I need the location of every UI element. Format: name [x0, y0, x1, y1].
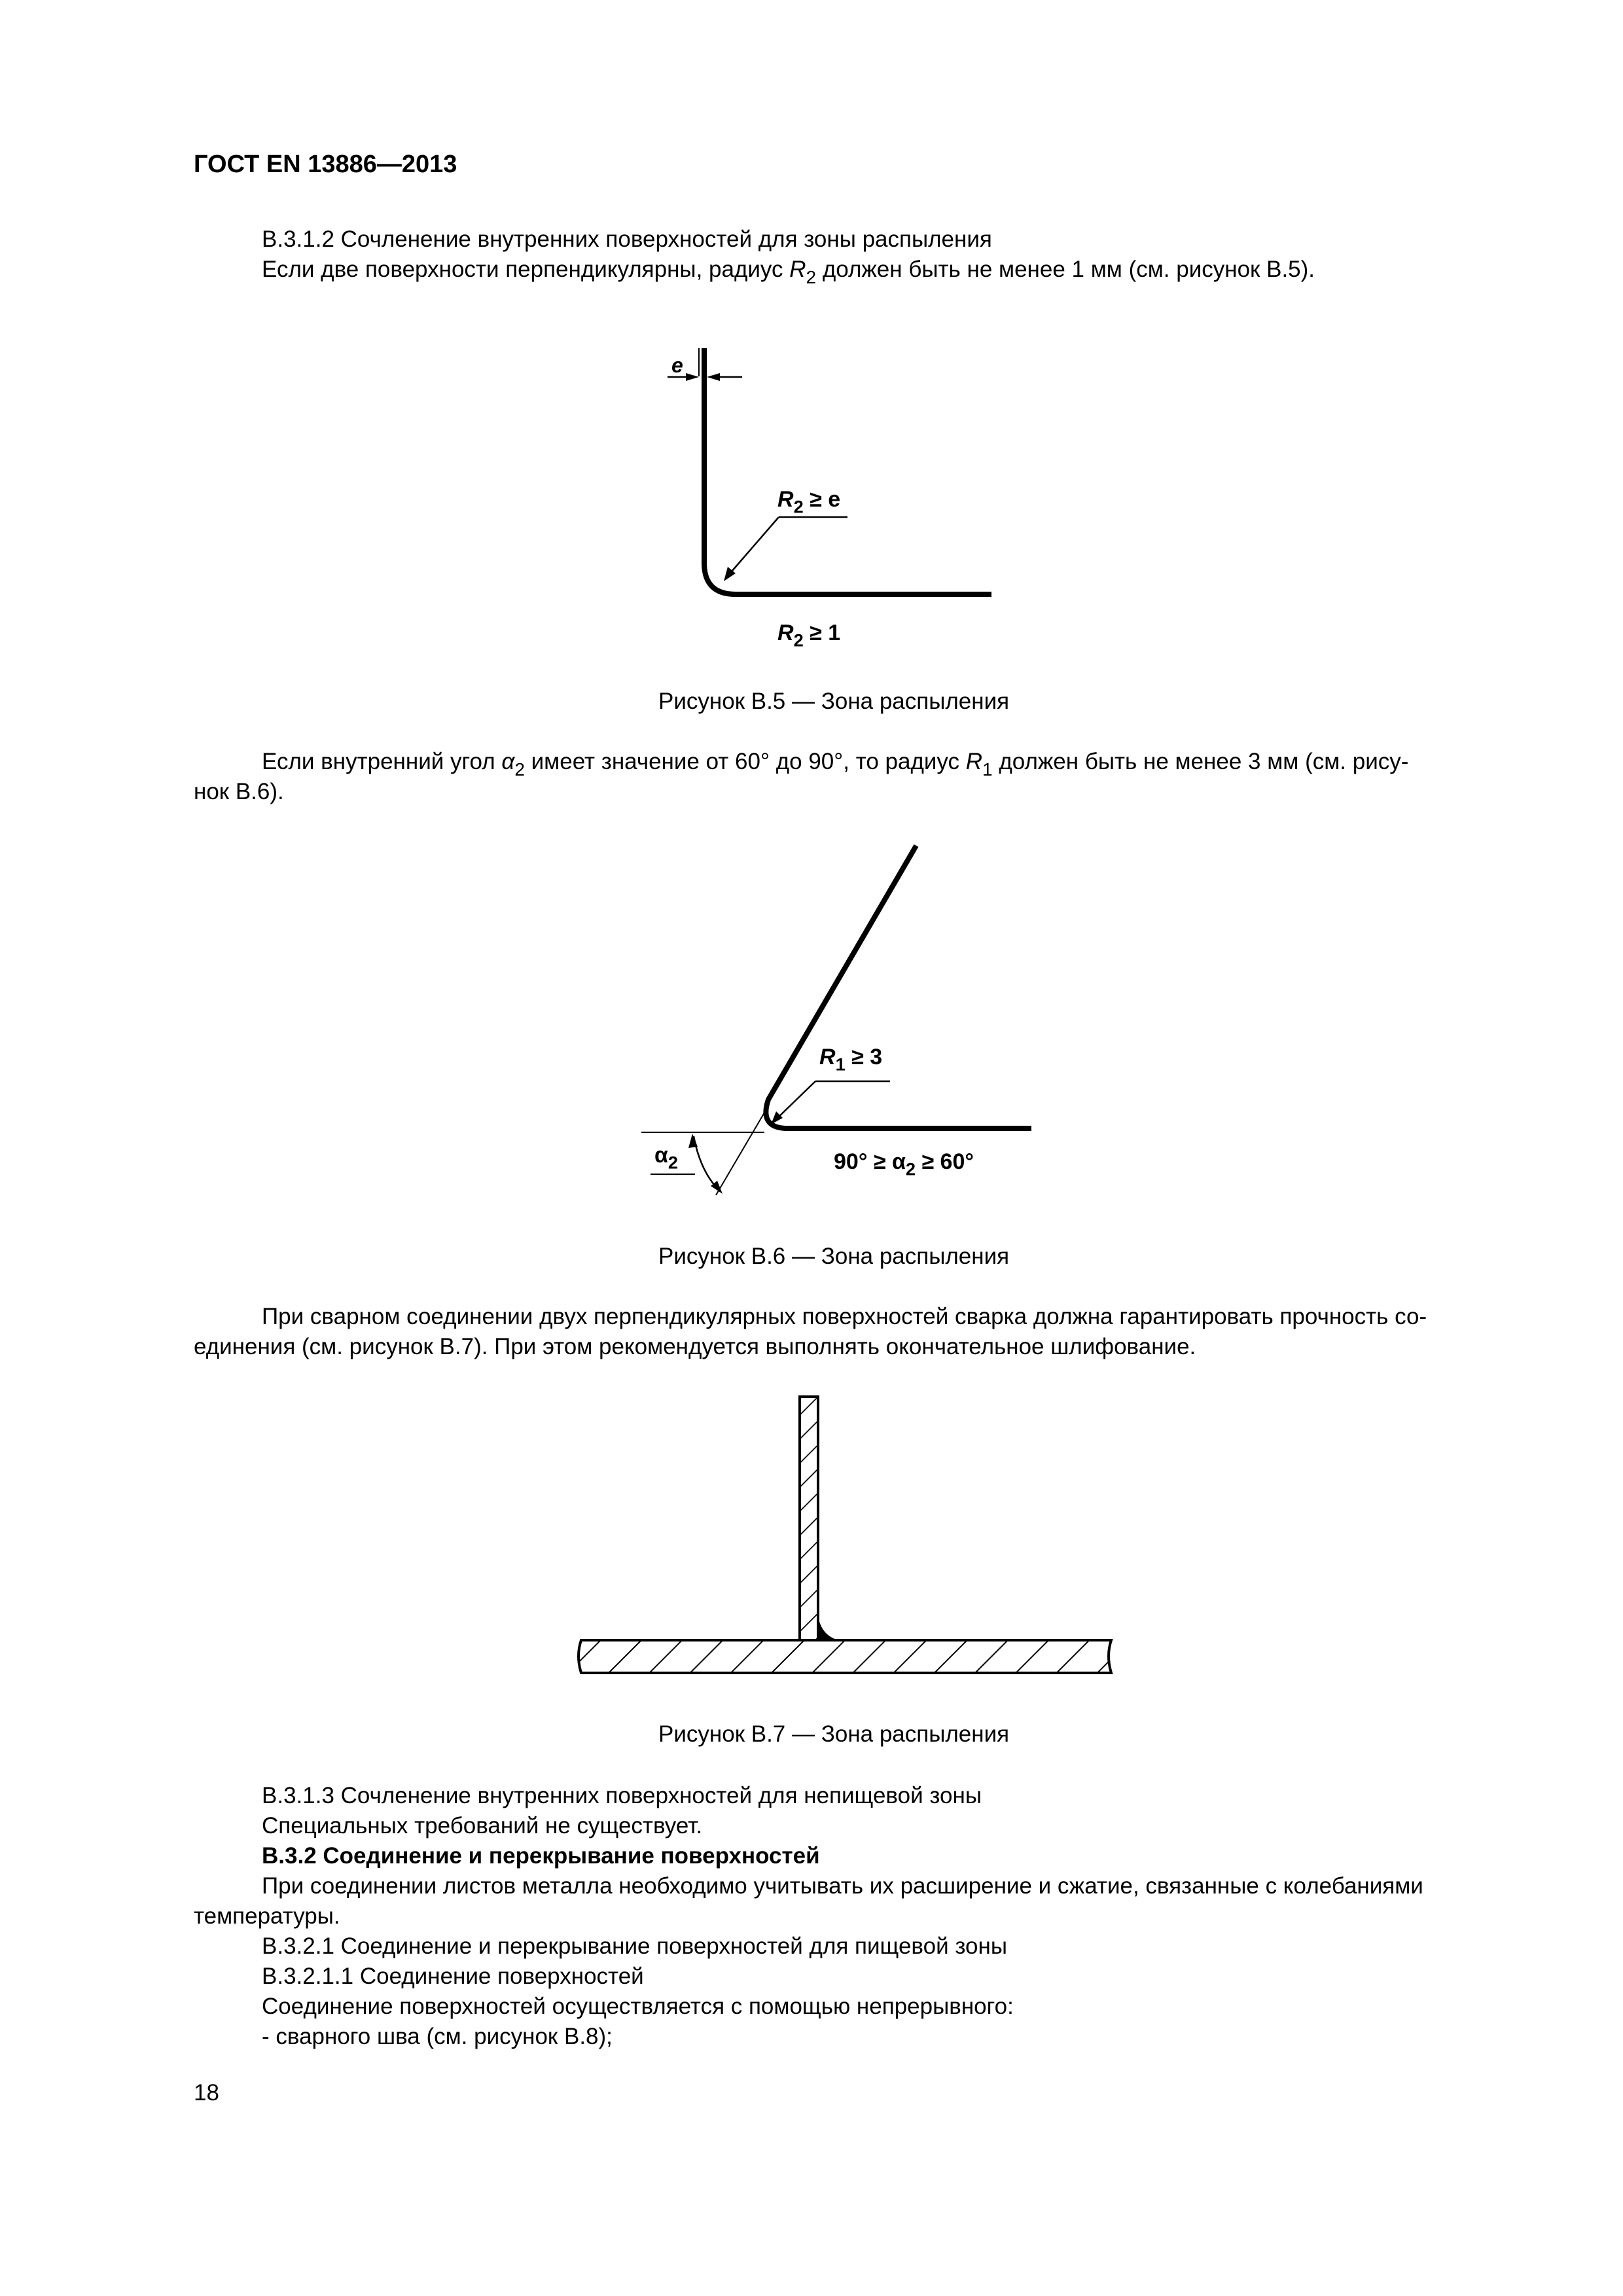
section-b3-2-title: В.3.2 Соединение и перекрывание поверхностей	[262, 1843, 820, 1869]
paragraph-angle-alpha2-cont: нок В.6).	[194, 779, 284, 804]
document-header: ГОСТ EN 13886—2013	[194, 151, 457, 178]
page-number: 18	[194, 2080, 219, 2106]
fig6-caption: Рисунок В.6 — Зона распыления	[658, 1244, 1010, 1269]
fig6-label-alpha2: $\alpha_2$	[654, 1143, 679, 1173]
fig7-vertical-plate	[800, 1397, 818, 1640]
section-b3-1-3-title: В.3.1.3 Сочленение внутренних поверхностей для непищевой зоны	[262, 1783, 982, 1808]
paragraph-weld-line1: При сварном соединении двух перпендикулярных поверхностей сварка должна гарантировать прочность со-	[262, 1304, 1427, 1329]
paragraph-weld-line2: единения (см. рисунок В.7). При этом рекомендуется выполнять окончательное шлифование.	[194, 1334, 1196, 1359]
section-b3-2-1-title: В.3.2.1 Соединение и перекрывание поверхностей для пищевой зоны	[262, 1933, 1007, 1959]
list-item-weld-seam: - сварного шва (см. рисунок В.8);	[262, 2024, 613, 2049]
paragraph-radius-r2: Если две поверхности перпендикулярны, радиус $R_2$ должен быть не менее 1 мм (см. рисунок В.5).	[262, 257, 1315, 287]
section-b3-2-1-1-title: В.3.2.1.1 Соединение поверхностей	[262, 1964, 644, 1989]
section-b3-2-1-1-text: Соединение поверхностей осуществляется с помощью непрерывного:	[262, 1994, 1014, 2019]
fig7-weld-fillet	[818, 1617, 839, 1640]
fig7-horizontal-plate	[579, 1640, 1111, 1673]
fig6-label-angle-range: $90^\circ \ge \alpha_2 \ge 60^\circ$	[834, 1149, 974, 1179]
paragraph-angle-alpha2: Если внутренний угол $\alpha_2$ имеет значение от 60° до 90°, то радиус $R_1$ должен быть не менее 3 мм (см. рису-	[262, 749, 1409, 780]
fig5-label-e: e	[671, 353, 683, 377]
fig5-caption: Рисунок В.5 — Зона распыления	[658, 689, 1010, 714]
section-b3-1-3-text: Специальных требований не существует.	[262, 1813, 703, 1839]
fig5-label-r2-ge-1: $R_2 \ge 1$	[777, 620, 841, 651]
fig7-caption: Рисунок В.7 — Зона распыления	[658, 1721, 1010, 1747]
section-b3-1-2-title: В.3.1.2 Сочленение внутренних поверхностей для зоны распыления	[262, 226, 992, 252]
section-b3-2-text-line2: температуры.	[194, 1903, 340, 1929]
fig6-label-r1-ge-3: $R_1 \ge 3$	[819, 1045, 883, 1075]
fig5-label-r2-ge-e: $R_2 \ge e$	[777, 487, 841, 517]
section-b3-2-text-line1: При соединении листов металла необходимо учитывать их расширение и сжатие, связанные с колебаниями	[262, 1873, 1423, 1899]
